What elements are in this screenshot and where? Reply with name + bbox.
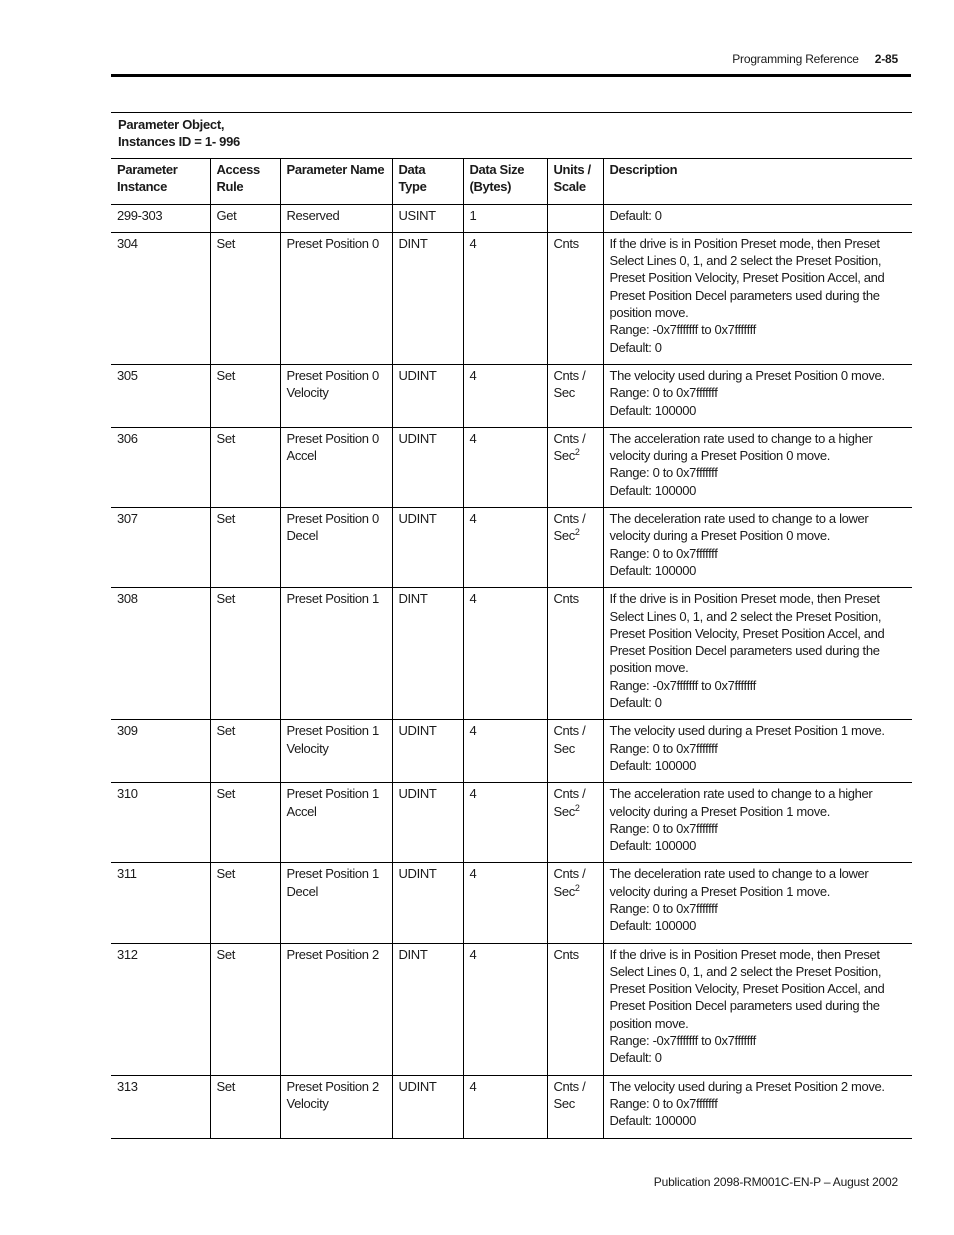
cell-description <box>603 588 912 720</box>
description-line: The velocity used during a Preset Position 0 move. <box>609 367 885 383</box>
cell-instance: 313 <box>117 1078 138 1094</box>
cell-data-size: 4 <box>463 943 547 1075</box>
caption-line-2: Instances ID = 1- 996 <box>118 134 240 149</box>
units-text: Cnts / Sec <box>553 367 586 401</box>
cell-access-rule: Set <box>210 783 280 863</box>
cell-units-scale <box>547 783 603 863</box>
running-header <box>732 52 898 66</box>
description-line: Range: 0 to 0x7fffffff <box>609 740 718 756</box>
cell-units-scale <box>547 588 603 720</box>
cell-instance: 305 <box>117 367 138 383</box>
header-rule <box>111 74 911 77</box>
description-line: Range: -0x7fffffff to 0x7fffffff <box>609 1033 756 1049</box>
cell-data-type: UDINT <box>392 1075 463 1137</box>
units-text: Cnts <box>553 235 579 251</box>
table-body <box>111 204 912 1137</box>
cell-data-size: 4 <box>463 427 547 507</box>
cell-access-rule: Set <box>210 427 280 507</box>
description-line: Default: 100000 <box>609 482 697 498</box>
cell-access-rule: Set <box>210 364 280 427</box>
cell-data-size: 4 <box>463 783 547 863</box>
cell-data-size: 1 <box>463 204 547 232</box>
table-row <box>111 1075 912 1137</box>
description-line: The acceleration rate used to change to a higher velocity during a Preset Position 1 move. <box>609 786 873 819</box>
description-line: Range: -0x7fffffff to 0x7fffffff <box>609 677 756 693</box>
cell-data-size: 4 <box>463 588 547 720</box>
description-line: Default: 100000 <box>609 757 697 773</box>
cell-parameter-name: Preset Position 1 Velocity <box>280 720 392 783</box>
description-line: Default: 100000 <box>609 838 697 854</box>
table-row <box>111 232 912 364</box>
units-text: Cnts / Sec <box>553 511 586 544</box>
cell-units-scale <box>547 943 603 1075</box>
units-text: Cnts / Sec <box>553 866 586 899</box>
description-line: Range: -0x7fffffff to 0x7fffffff <box>609 322 756 338</box>
table-row <box>111 943 912 1075</box>
cell-access-rule: Get <box>210 204 280 232</box>
description-line: Default: 0 <box>609 1050 662 1066</box>
units-exponent: 2 <box>574 882 580 893</box>
cell-parameter-name: Preset Position 1 Decel <box>280 863 392 943</box>
units-exponent: 2 <box>574 527 580 538</box>
cell-units-scale <box>547 508 603 588</box>
cell-data-type: USINT <box>392 204 463 232</box>
description-line: Default: 100000 <box>609 402 697 418</box>
description-line: Default: 0 <box>609 695 662 711</box>
table-row <box>111 508 912 588</box>
units-exponent: 2 <box>574 802 580 813</box>
cell-instance: 299-303 <box>117 207 163 223</box>
cell-description <box>603 1075 912 1137</box>
cell-data-type: DINT <box>392 588 463 720</box>
cell-data-size: 4 <box>463 364 547 427</box>
cell-access-rule: Set <box>210 943 280 1075</box>
cell-data-size: 4 <box>463 720 547 783</box>
cell-description <box>603 204 912 232</box>
cell-instance: 311 <box>117 866 137 882</box>
cell-instance: 304 <box>117 235 138 251</box>
cell-parameter-name: Preset Position 0 Velocity <box>280 364 392 427</box>
parameter-table <box>111 159 912 1138</box>
description-line: Range: 0 to 0x7fffffff <box>609 900 718 916</box>
description-line: Range: 0 to 0x7fffffff <box>609 820 718 836</box>
cell-access-rule: Set <box>210 588 280 720</box>
cell-description <box>603 863 912 943</box>
caption-line-1: Parameter Object, <box>118 117 225 132</box>
cell-description <box>603 943 912 1075</box>
cell-description <box>603 427 912 507</box>
cell-data-type: UDINT <box>392 863 463 943</box>
cell-units-scale <box>547 863 603 943</box>
cell-description <box>603 364 912 427</box>
description-line: Range: 0 to 0x7fffffff <box>609 545 718 561</box>
cell-access-rule: Set <box>210 863 280 943</box>
cell-units-scale <box>547 364 603 427</box>
units-text: Cnts / Sec <box>553 723 586 756</box>
description-line: Range: 0 to 0x7fffffff <box>609 465 718 481</box>
col-header-instance: Parameter Instance <box>117 162 178 195</box>
description-line: Range: 0 to 0x7fffffff <box>609 385 718 401</box>
cell-data-type: UDINT <box>392 783 463 863</box>
cell-description <box>603 720 912 783</box>
cell-data-size: 4 <box>463 1075 547 1137</box>
table-row <box>111 783 912 863</box>
cell-units-scale <box>547 427 603 507</box>
cell-data-size: 4 <box>463 508 547 588</box>
cell-data-type: DINT <box>392 232 463 364</box>
cell-parameter-name: Reserved <box>280 204 392 232</box>
units-exponent: 2 <box>574 447 580 458</box>
description-line: Default: 100000 <box>609 562 697 578</box>
cell-description <box>603 783 912 863</box>
publication-footer: Publication 2098-RM001C-EN-P – August 2002 <box>653 1175 898 1189</box>
cell-instance: 309 <box>117 723 138 739</box>
cell-data-size: 4 <box>463 863 547 943</box>
col-header-name: Parameter Name <box>280 159 392 204</box>
description-line: Range: 0 to 0x7fffffff <box>609 1095 718 1111</box>
cell-parameter-name: Preset Position 2 Velocity <box>280 1075 392 1137</box>
cell-description <box>603 232 912 364</box>
units-text: Cnts <box>553 946 579 962</box>
description-line: The velocity used during a Preset Position 2 move. <box>609 1078 885 1094</box>
cell-units-scale <box>547 232 603 364</box>
cell-parameter-name: Preset Position 1 <box>280 588 392 720</box>
description-line: If the drive is in Position Preset mode, then Preset Select Lines 0, 1, and 2 select the Preset Position, Preset Position Velocity, Preset Position Accel, and Preset Position Decel parameters used during the position move. <box>609 591 885 676</box>
cell-access-rule: Set <box>210 232 280 364</box>
units-text: Cnts / Sec <box>553 430 586 464</box>
units-text: Cnts <box>553 591 579 607</box>
cell-data-type: UDINT <box>392 508 463 588</box>
cell-instance: 312 <box>117 946 138 962</box>
description-line: If the drive is in Position Preset mode, then Preset Select Lines 0, 1, and 2 select the Preset Position, Preset Position Velocity, Preset Position Accel, and Preset Position Decel parameters used during the position move. <box>609 235 885 321</box>
table-row <box>111 427 912 507</box>
table-row <box>111 204 912 232</box>
cell-instance: 308 <box>117 591 138 607</box>
cell-units-scale <box>547 720 603 783</box>
page-number: 2-85 <box>874 52 898 66</box>
cell-parameter-name: Preset Position 2 <box>280 943 392 1075</box>
cell-parameter-name: Preset Position 1 Accel <box>280 783 392 863</box>
description-line: The acceleration rate used to change to a higher velocity during a Preset Position 0 move. <box>609 430 873 464</box>
cell-instance: 310 <box>117 786 138 802</box>
description-line: Default: 0 <box>609 207 662 223</box>
cell-units-scale <box>547 1075 603 1137</box>
cell-instance: 306 <box>117 430 138 446</box>
table-caption <box>111 113 912 159</box>
cell-data-type: UDINT <box>392 364 463 427</box>
units-text: Cnts / Sec <box>553 1078 586 1111</box>
units-text: Cnts / Sec <box>553 786 586 819</box>
description-line: Default: 100000 <box>609 1113 697 1129</box>
cell-access-rule: Set <box>210 1075 280 1137</box>
cell-parameter-name: Preset Position 0 Decel <box>280 508 392 588</box>
table-header-row <box>111 159 912 204</box>
cell-units-scale <box>547 204 603 232</box>
description-line: If the drive is in Position Preset mode, then Preset Select Lines 0, 1, and 2 select the Preset Position, Preset Position Velocity, Preset Position Accel, and Preset Position Decel parameters used during the position move. <box>609 946 885 1031</box>
cell-parameter-name: Preset Position 0 Accel <box>280 427 392 507</box>
description-line: Default: 0 <box>609 339 662 355</box>
table-row <box>111 720 912 783</box>
cell-parameter-name: Preset Position 0 <box>280 232 392 364</box>
description-line: The deceleration rate used to change to a lower velocity during a Preset Position 0 move. <box>609 511 869 544</box>
cell-data-type: UDINT <box>392 427 463 507</box>
cell-description <box>603 508 912 588</box>
col-header-type: Data Type <box>392 159 463 204</box>
table-row <box>111 588 912 720</box>
cell-instance: 307 <box>117 511 138 527</box>
col-header-size: Data Size (Bytes) <box>463 159 547 204</box>
cell-data-size: 4 <box>463 232 547 364</box>
description-line: The velocity used during a Preset Position 1 move. <box>609 723 885 739</box>
description-line: The deceleration rate used to change to a lower velocity during a Preset Position 1 move. <box>609 866 869 899</box>
col-header-access: Access Rule <box>210 159 280 204</box>
cell-access-rule: Set <box>210 720 280 783</box>
col-header-description: Description <box>603 159 912 204</box>
section-title: Programming Reference <box>732 52 859 66</box>
cell-data-type: DINT <box>392 943 463 1075</box>
table-row <box>111 863 912 943</box>
table-row <box>111 364 912 427</box>
cell-data-type: UDINT <box>392 720 463 783</box>
description-line: Default: 100000 <box>609 918 697 934</box>
col-header-units: Units / Scale <box>547 159 603 204</box>
cell-access-rule: Set <box>210 508 280 588</box>
parameter-object-table <box>111 112 912 1139</box>
